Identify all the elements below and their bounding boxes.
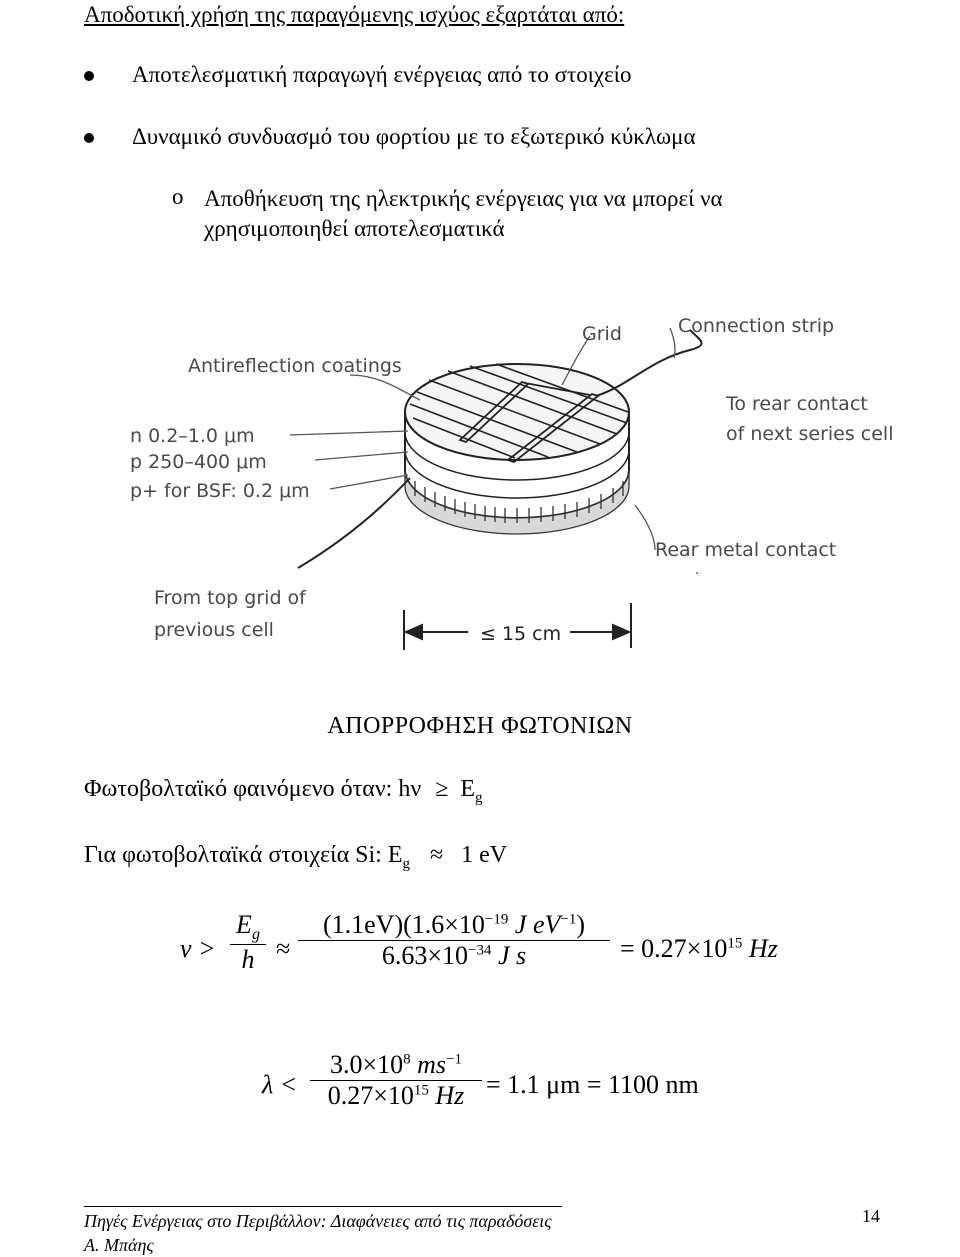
sub-bullet-line2: χρησιμοποιηθεί αποτελεσματικά <box>204 216 505 241</box>
eq2-result: = 1.1 μm = 1100 nm <box>486 1070 699 1099</box>
frequency-equation <box>180 910 900 990</box>
si-band-gap <box>84 842 507 873</box>
sub-bullet-line1: Αποθήκευση της ηλεκτρικής ενέργειας για να μπορεί να <box>204 186 723 211</box>
eq2-lhs: λ < <box>262 1070 298 1099</box>
label-bsf-layer: p+ for BSF: 0.2 μm <box>130 480 310 502</box>
label-rear-metal: Rear metal contact <box>655 539 837 561</box>
photovoltaic-condition <box>84 776 483 807</box>
label-grid: Grid <box>582 323 622 345</box>
section-title: ΑΠΟΡΡΟΦΗΣΗ ΦΩΤΟΝΙΩΝ <box>327 713 633 739</box>
label-top-grid-2: previous cell <box>154 619 274 641</box>
sub-bullet-text <box>204 184 723 244</box>
footer <box>84 1206 562 1257</box>
bullet-text: Αποτελεσματική παραγωγή ενέργειας από το στοιχείο <box>132 62 632 87</box>
si-subscript: g <box>402 855 410 872</box>
wavelength-equation <box>262 1050 902 1130</box>
page-number: 14 <box>862 1206 880 1226</box>
eq1-fraction2: $(1.1eV)(1.6\times 10^{-19}$ J $eV^{-1}$) $6.63\times 10^{-34}$ J s <box>298 910 610 971</box>
svg-text:·: · <box>695 566 700 582</box>
footer-line1: Πηγές Ενέργειας στο Περιβάλλον: Διαφάνειες από τις παραδόσεις <box>84 1211 552 1231</box>
energy-symbol: E <box>460 776 476 802</box>
solar-cell-figure <box>130 300 960 650</box>
eq1-lhs: ν > <box>180 934 216 963</box>
si-text: Για φωτοβολταϊκά στοιχεία Si: E <box>84 842 403 868</box>
eq2-fraction: $3.0\times 10^8$ $ms^{-1}$ $0.27\times 10^{15}$ Hz <box>310 1050 482 1111</box>
energy-subscript: g <box>475 789 483 806</box>
page-heading: Αποδοτική χρήση της παραγόμενης ισχύος εξαρτάται από: <box>84 2 625 27</box>
ge-symbol: ≥ <box>435 776 449 802</box>
approx-symbol: ≈ <box>429 842 444 868</box>
bullet-dot-icon <box>84 71 94 81</box>
label-antireflection: Antireflection coatings <box>188 355 402 377</box>
label-rear-contact-2: of next series cell <box>726 423 894 445</box>
label-p-layer: p 250–400 μm <box>130 451 267 473</box>
eq1-result: = $0.27\times 10^{15}$ Hz <box>620 934 778 963</box>
sub-bullet-marker: o <box>172 184 184 209</box>
label-n-layer: n 0.2–1.0 μm <box>130 425 255 447</box>
eq1-approx: ≈ <box>276 934 291 963</box>
si-value: 1 eV <box>461 842 508 868</box>
photovoltaic-text: Φωτοβολταϊκό φαινόμενο όταν: hν <box>84 776 422 802</box>
label-dimension: ≤ 15 cm <box>480 623 562 645</box>
bullet-text: Δυναμικό συνδυασμό του φορτίου με το εξωτερικό κύκλωμα <box>132 124 696 149</box>
solar-cell-diagram <box>130 300 960 650</box>
bullet-dot-icon <box>84 133 94 143</box>
label-connection-strip: Connection strip <box>678 315 835 337</box>
eq1-fraction1: $E_g$ h <box>230 910 266 975</box>
footer-line2: Α. Μπάης <box>84 1235 154 1255</box>
label-top-grid-1: From top grid of <box>154 587 306 609</box>
label-rear-contact-1: To rear contact <box>726 393 868 415</box>
